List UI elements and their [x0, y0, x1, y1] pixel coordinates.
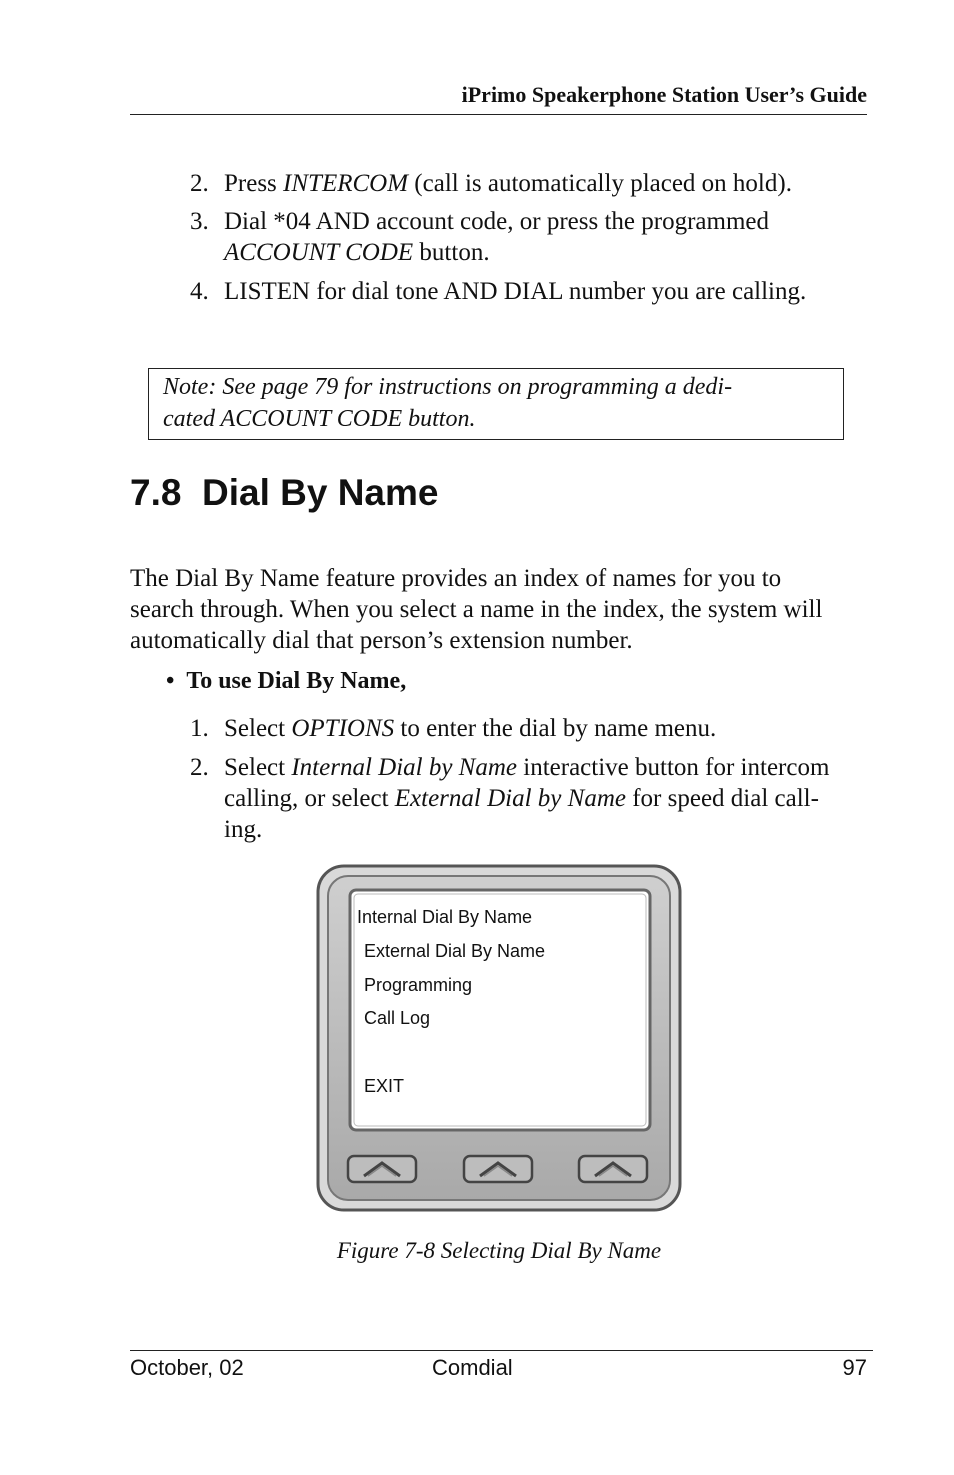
section-title: Dial By Name — [202, 472, 439, 513]
step-number: 4. — [190, 278, 209, 305]
menu-item-programming[interactable]: Programming — [364, 975, 473, 995]
bullet-item: • To use Dial By Name, — [166, 668, 407, 694]
note-box — [148, 368, 844, 440]
page-number: 97 — [842, 1355, 867, 1380]
section-heading — [130, 472, 439, 514]
softkey-center[interactable] — [464, 1156, 532, 1182]
step-1-bottom — [190, 713, 890, 744]
step-text: Dial *04 AND account code, or press the programmed ACCOUNT CODE button. — [224, 208, 769, 266]
step-3-top — [190, 206, 890, 268]
note-line-2: cated ACCOUNT CODE button. — [163, 406, 476, 432]
menu-item-internal-dial-by-name[interactable]: Internal Dial By Name — [357, 907, 533, 927]
step-number: 1. — [190, 715, 209, 742]
footer-rule — [130, 1350, 873, 1351]
step-4-top — [190, 276, 890, 307]
softkey-left[interactable] — [348, 1156, 416, 1182]
intro-paragraph: The Dial By Name feature provides an index of names for you to search through. When you select a name in the index, the system will automatically dial that person’s extension number. — [130, 565, 823, 654]
step-number: 2. — [190, 170, 209, 197]
step-text: LISTEN for dial tone AND DIAL number you are calling. — [224, 278, 807, 305]
step-number: 2. — [190, 754, 209, 781]
menu-item-exit[interactable]: EXIT — [364, 1076, 405, 1096]
phone-display-figure — [316, 864, 682, 1212]
menu-item-call-log[interactable]: Call Log — [364, 1008, 431, 1028]
step-text: Select Internal Dial by Name interactive button for intercom calling, or select External Dial by Name for speed dial call- ing. — [224, 754, 830, 843]
step-text: Select OPTIONS to enter the dial by name menu. — [224, 715, 717, 742]
step-2-top — [190, 168, 890, 199]
section-number: 7.8 — [130, 472, 182, 513]
footer-company: Comdial — [432, 1355, 513, 1380]
bullet-dot: • — [166, 668, 175, 694]
step-2-bottom — [190, 752, 890, 845]
step-text: Press INTERCOM (call is automatically placed on hold). — [224, 170, 792, 197]
running-header: iPrimo Speakerphone Station User’s Guide — [461, 82, 867, 107]
menu-item-external-dial-by-name[interactable]: External Dial By Name — [364, 941, 546, 961]
figure-caption: Figure 7-8 Selecting Dial By Name — [336, 1238, 662, 1263]
step-number: 3. — [190, 208, 209, 235]
note-line-1: Note: See page 79 for instructions on programming a dedi- — [163, 374, 733, 400]
footer-date: October, 02 — [130, 1355, 244, 1380]
softkey-right[interactable] — [579, 1156, 647, 1182]
header-rule — [130, 114, 867, 115]
